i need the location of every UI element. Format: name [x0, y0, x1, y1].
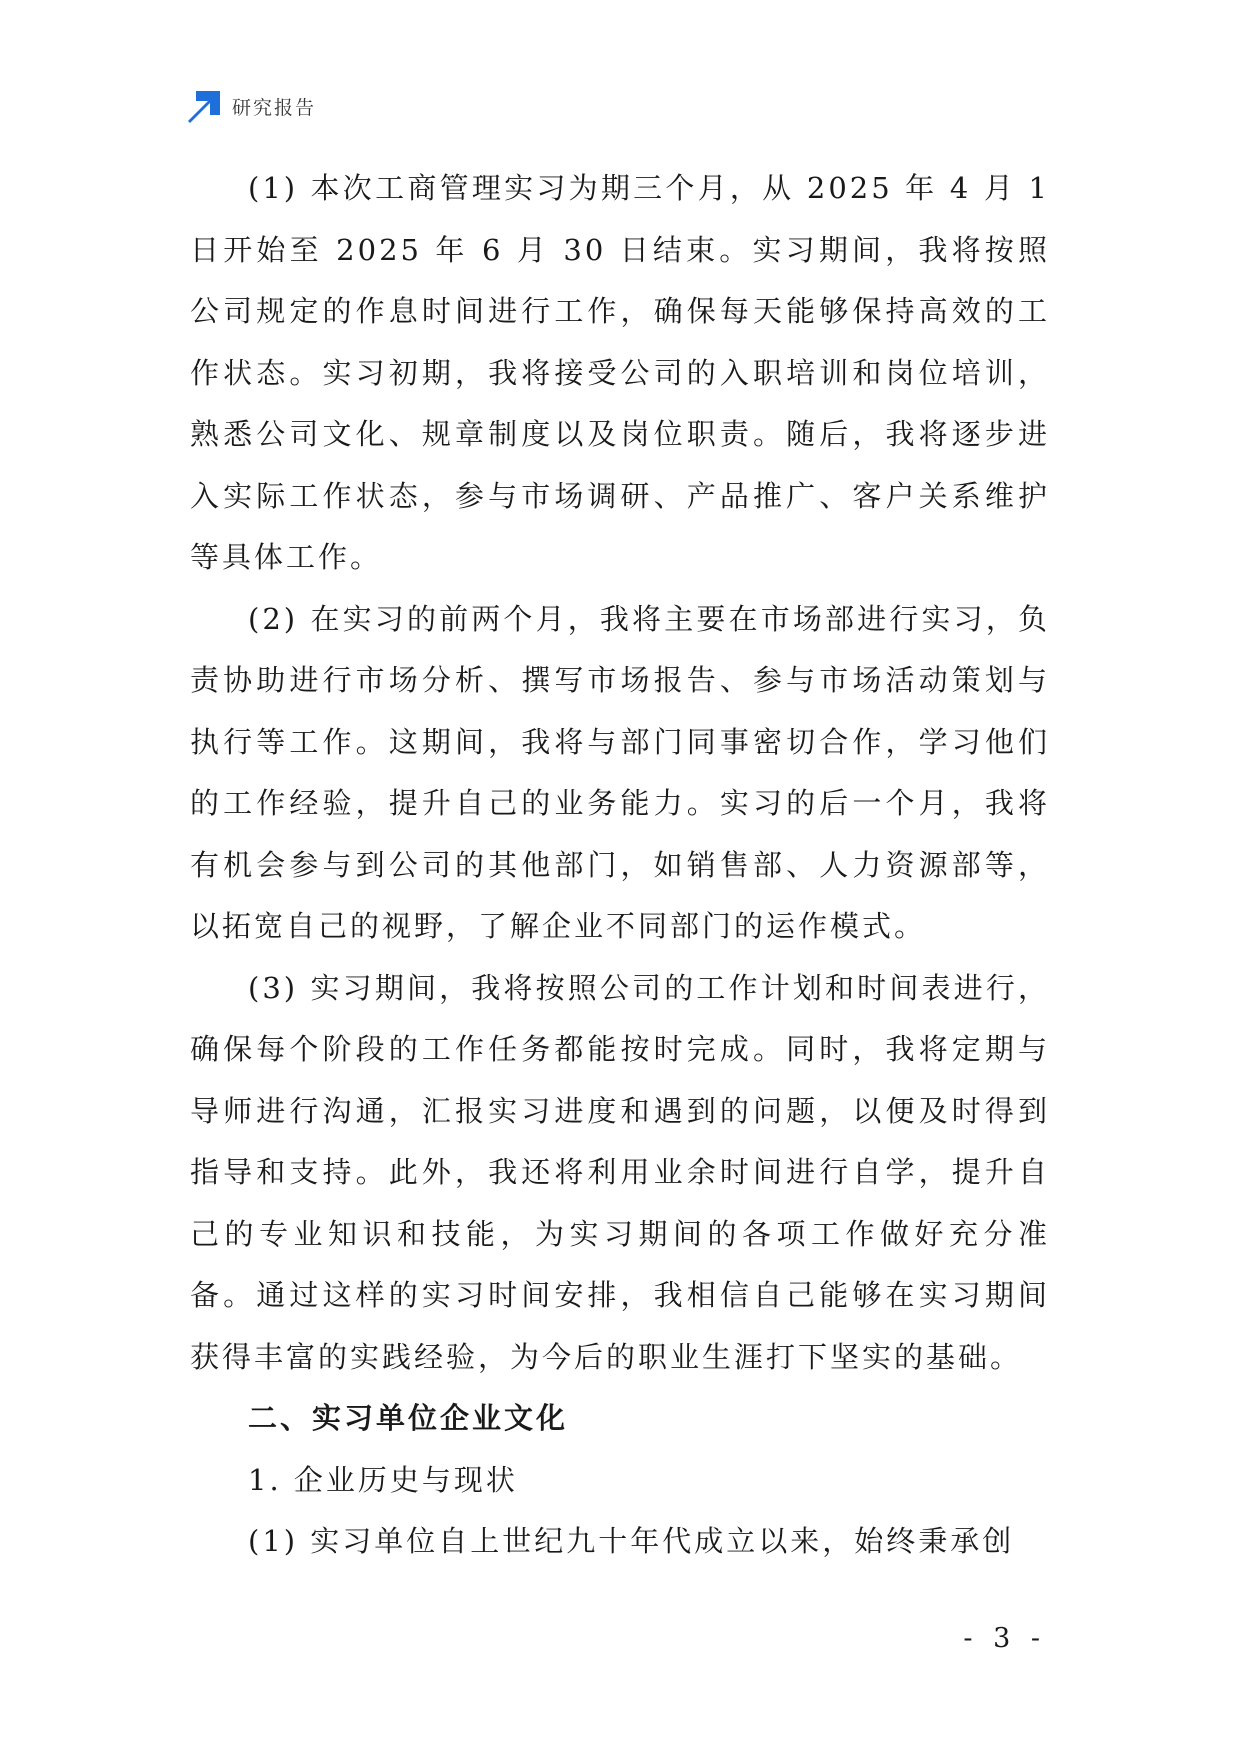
subsection-heading: 1. 企业历史与现状	[248, 1462, 518, 1497]
paragraph-4: (1) 实习单位自上世纪九十年代成立以来，始终秉承创	[248, 1524, 1015, 1558]
paragraph-1: (1) 本次工商管理实习为期三个月，从 2025 年 4 月 1 日开始至 2025 年 6 月 30 日结束。实习期间，我将按照公司规定的作息时间进行工作，确保每天能够保持高效的工作状态。实习初期，我将接受公司的入职培训和岗位培训，熟悉公司文化、规章制度以及岗位职责。随后，我将逐步进入实际工作状态，参与市场调研、产品推广、客户关系维护等具体工作。	[190, 171, 1050, 574]
arrow-up-right-icon	[188, 89, 222, 123]
paragraph-3: (3) 实习期间，我将按照公司的工作计划和时间表进行，确保每个阶段的工作任务都能按时完成。同时，我将定期与导师进行沟通，汇报实习进度和遇到的问题，以便及时得到指导和支持。此外，我还将利用业余时间进行自学，提升自己的专业知识和技能，为实习期间的各项工作做好充分准备。通过这样的实习时间安排，我相信自己能够在实习期间获得丰富的实践经验，为今后的职业生涯打下坚实的基础。	[190, 970, 1050, 1374]
page-header	[188, 88, 316, 124]
page-number: - 3 -	[963, 1623, 1046, 1654]
section-heading: 二、实习单位企业文化	[248, 1401, 569, 1435]
paragraph-2: (2) 在实习的前两个月，我将主要在市场部进行实习，负责协助进行市场分析、撰写市场报告、参与市场活动策划与执行等工作。这期间，我将与部门同事密切合作，学习他们的工作经验，提升自己的业务能力。实习的后一个月，我将有机会参与到公司的其他部门，如销售部、人力资源部等，以拓宽自己的视野，了解企业不同部门的运作模式。	[190, 601, 1050, 943]
document-body	[190, 158, 1050, 1573]
header-title: 研究报告	[232, 96, 317, 119]
